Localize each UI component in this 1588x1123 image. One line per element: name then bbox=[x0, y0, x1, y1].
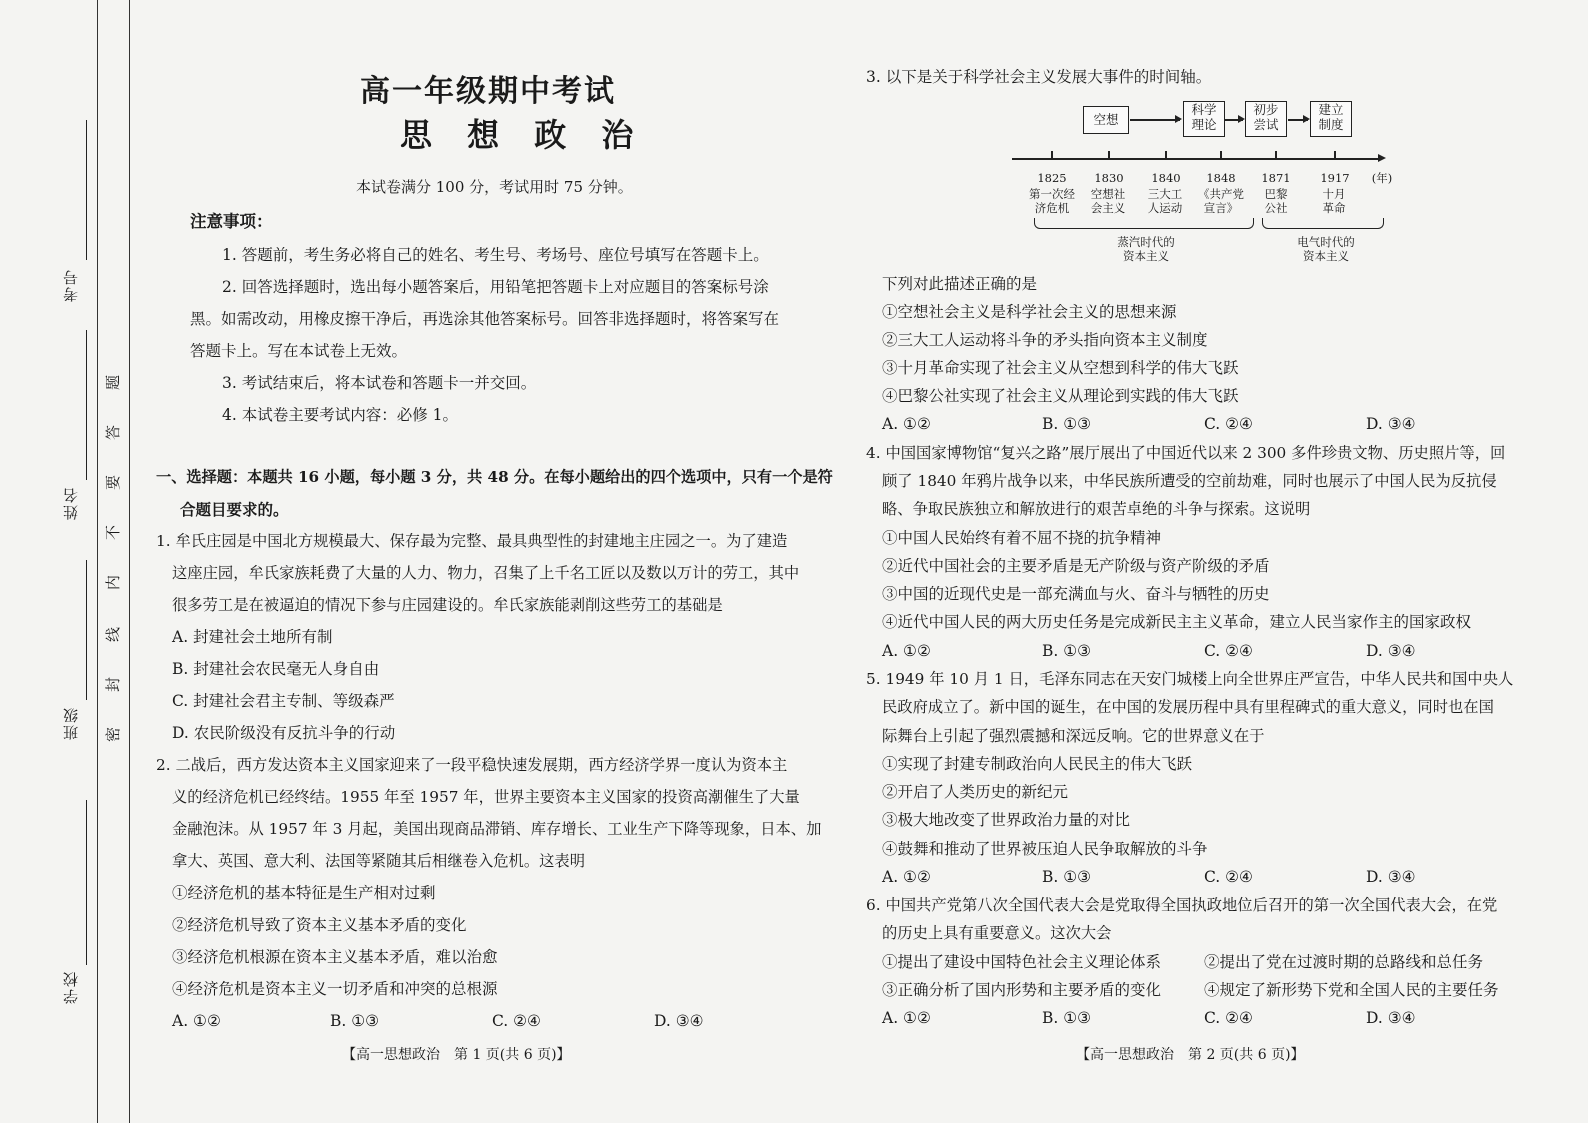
tl-year: 1848 bbox=[1206, 171, 1236, 185]
tl-tick bbox=[1108, 151, 1110, 159]
q2-item: ①经济危机的基本特征是生产相对过剩 bbox=[172, 884, 436, 902]
score-info: 本试卷满分 100 分，考试用时 75 分钟。 bbox=[356, 178, 633, 196]
q4-stem: 略、争取民族独立和解放进行的艰苦卓绝的斗争与探索。这说明 bbox=[882, 500, 1311, 518]
q4-stem: 顾了 1840 年鸦片战争以来，中华民族所遭受的空前劫难，同时也展示了中国人民为反抗侵 bbox=[882, 472, 1497, 490]
q3-item: ④巴黎公社实现了社会主义从理论到实践的伟大飞跃 bbox=[882, 387, 1239, 405]
tl-event: 《共产党 宣言》 bbox=[1198, 187, 1244, 215]
seal-char: 密 bbox=[104, 726, 123, 743]
name-blank bbox=[86, 330, 87, 480]
exam-no-blank bbox=[86, 120, 87, 260]
q4-item: ②近代中国社会的主要矛盾是无产阶级与资产阶级的矛盾 bbox=[882, 557, 1270, 575]
name-label: 姓名 bbox=[62, 486, 80, 520]
section-heading: 一、选择题：本题共 16 小题，每小题 3 分，共 48 分。在每小题给出的四个选项中，只有一个是符 bbox=[156, 468, 833, 486]
q3-stem: 3. 以下是关于科学社会主义发展大事件的时间轴。 bbox=[866, 68, 1212, 86]
q6-choice-b[interactable]: B. ①③ bbox=[1042, 1009, 1092, 1027]
q1-option-d[interactable]: D. 农民阶级没有反抗斗争的行动 bbox=[172, 724, 396, 742]
q4-choice-d[interactable]: D. ③④ bbox=[1366, 642, 1416, 660]
q5-stem: 民政府成立了。新中国的诞生，在中国的发展历程中具有里程碑式的重大意义，同时也在国 bbox=[882, 698, 1494, 716]
q5-choice-b[interactable]: B. ①③ bbox=[1042, 868, 1092, 886]
q5-item: ③极大地改变了世界政治力量的对比 bbox=[882, 811, 1131, 829]
tl-tick bbox=[1051, 151, 1053, 159]
q2-choice-d[interactable]: D. ③④ bbox=[654, 1012, 704, 1030]
seal-char: 要 bbox=[104, 474, 123, 491]
tl-tick bbox=[1220, 151, 1222, 159]
q5-choice-d[interactable]: D. ③④ bbox=[1366, 868, 1416, 886]
q2-item: ②经济危机导致了资本主义基本矛盾的变化 bbox=[172, 916, 467, 934]
seal-char: 题 bbox=[104, 374, 123, 391]
q1-stem: 很多劳工是在被逼迫的情况下参与庄园建设的。牟氏家族能剥削这些劳工的基础是 bbox=[172, 596, 723, 614]
tl-year-unit: (年) bbox=[1371, 171, 1393, 185]
tl-event: 巴黎 公社 bbox=[1264, 187, 1288, 215]
q3-item: ①空想社会主义是科学社会主义的思想来源 bbox=[882, 303, 1177, 321]
seal-char: 不 bbox=[104, 524, 123, 541]
tl-event: 空想社 会主义 bbox=[1090, 187, 1126, 215]
q2-choice-a[interactable]: A. ①② bbox=[172, 1012, 221, 1030]
q6-stem: 6. 中国共产党第八次全国代表大会是党取得全国执政地位后召开的第一次全国代表大会，在党 bbox=[866, 896, 1498, 914]
q2-stem: 拿大、英国、意大利、法国等紧随其后相继卷入危机。这表明 bbox=[172, 852, 586, 870]
exam-title: 高一年级期中考试 bbox=[360, 74, 616, 109]
subject-title: 思 想 政 治 bbox=[400, 116, 646, 154]
tl-axis bbox=[1012, 158, 1382, 160]
seal-char: 内 bbox=[104, 574, 123, 591]
tl-period: 电气时代的 资本主义 bbox=[1297, 235, 1355, 263]
notice-title: 注意事项： bbox=[190, 212, 273, 231]
q6-choice-d[interactable]: D. ③④ bbox=[1366, 1009, 1416, 1027]
tl-event: 十月 革命 bbox=[1322, 187, 1346, 215]
q5-item: ②开启了人类历史的新纪元 bbox=[882, 783, 1069, 801]
tl-event: 三大工 人运动 bbox=[1147, 187, 1183, 215]
q4-stem: 4. 中国国家博物馆“复兴之路”展厅展出了中国近代以来 2 300 多件珍贵文物、历史照片等，回 bbox=[866, 444, 1506, 462]
notice-line: 1. 答题前，考生务必将自己的姓名、考生号、考场号、座位号填写在答题卡上。 bbox=[222, 246, 769, 264]
q2-choice-c[interactable]: C. ②④ bbox=[492, 1012, 541, 1030]
q3-choice-d[interactable]: D. ③④ bbox=[1366, 415, 1416, 433]
exam-no-label: 考号 bbox=[62, 268, 80, 302]
q6-item: ①提出了建设中国特色社会主义理论体系 bbox=[882, 953, 1162, 971]
q2-stem: 义的经济危机已经终结。1955 年至 1957 年，世界主要资本主义国家的投资高潮催生了大量 bbox=[172, 788, 800, 806]
q1-option-a[interactable]: A. 封建社会土地所有制 bbox=[172, 628, 333, 646]
q2-stem: 2. 二战后，西方发达资本主义国家迎来了一段平稳快速发展期，西方经济学界一度认为资本主 bbox=[156, 756, 788, 774]
binding-line-inner bbox=[129, 0, 130, 1123]
q4-item: ④近代中国人民的两大历史任务是完成新民主主义革命，建立人民当家作主的国家政权 bbox=[882, 613, 1472, 631]
q1-stem: 这座庄园，牟氏家族耗费了大量的人力、物力，召集了上千名工匠以及数以万计的劳工，其中 bbox=[172, 564, 800, 582]
tl-year: 1871 bbox=[1261, 171, 1291, 185]
q1-option-c[interactable]: C. 封建社会君主专制、等级森严 bbox=[172, 692, 395, 710]
q5-item: ④鼓舞和推动了世界被压迫人民争取解放的斗争 bbox=[882, 840, 1208, 858]
seal-char: 封 bbox=[104, 676, 123, 693]
seal-char: 答 bbox=[104, 424, 123, 441]
q3-question: 下列对此描述正确的是 bbox=[882, 275, 1038, 293]
q2-item: ④经济危机是资本主义一切矛盾和冲突的总根源 bbox=[172, 980, 498, 998]
q5-choice-a[interactable]: A. ①② bbox=[882, 868, 931, 886]
school-label: 学校 bbox=[62, 970, 80, 1004]
q5-item: ①实现了封建专制政治向人民民主的伟大飞跃 bbox=[882, 755, 1193, 773]
tl-year: 1825 bbox=[1037, 171, 1067, 185]
tl-arrow bbox=[1288, 119, 1308, 121]
q4-choice-a[interactable]: A. ①② bbox=[882, 642, 931, 660]
section-heading-cont: 合题目要求的。 bbox=[180, 500, 289, 519]
tl-brace-steam bbox=[1034, 218, 1254, 229]
q3-choice-c[interactable]: C. ②④ bbox=[1204, 415, 1253, 433]
q4-choice-b[interactable]: B. ①③ bbox=[1042, 642, 1092, 660]
tl-year: 1840 bbox=[1151, 171, 1181, 185]
seal-char: 线 bbox=[104, 626, 123, 643]
tl-box-practice: 初步 尝试 bbox=[1245, 101, 1287, 137]
q4-item: ③中国的近现代史是一部充满血与火、奋斗与牺牲的历史 bbox=[882, 585, 1270, 603]
tl-event: 第一次经 济危机 bbox=[1029, 187, 1075, 215]
q4-item: ①中国人民始终有着不屈不挠的抗争精神 bbox=[882, 529, 1162, 547]
tl-box-system: 建立 制度 bbox=[1310, 101, 1352, 137]
q6-stem: 的历史上具有重要意义。这次大会 bbox=[882, 924, 1112, 942]
tl-arrow bbox=[1225, 119, 1243, 121]
q1-stem: 1. 牟氏庄园是中国北方规模最大、保存最为完整、最具典型性的封建地主庄园之一。为了建造 bbox=[156, 532, 788, 550]
notice-line: 4. 本试卷主要考试内容：必修 1。 bbox=[222, 406, 459, 424]
tl-axis-arrow bbox=[1378, 154, 1386, 162]
q2-stem: 金融泡沫。从 1957 年 3 月起，美国出现商品滞销、库存增长、工业生产下降等现象，日本、加 bbox=[172, 820, 822, 838]
q6-choice-a[interactable]: A. ①② bbox=[882, 1009, 931, 1027]
notice-line: 黑。如需改动，用橡皮擦干净后，再选涂其他答案标号。回答非选择题时，将答案写在 bbox=[190, 310, 780, 328]
tl-year: 1917 bbox=[1320, 171, 1350, 185]
tl-box-utopia: 空想 bbox=[1083, 106, 1129, 134]
q3-item: ②三大工人运动将斗争的矛头指向资本主义制度 bbox=[882, 331, 1208, 349]
q6-choice-c[interactable]: C. ②④ bbox=[1204, 1009, 1253, 1027]
tl-box-science: 科学 理论 bbox=[1183, 101, 1225, 137]
tl-tick bbox=[1165, 151, 1167, 159]
q2-item: ③经济危机根源在资本主义基本矛盾，难以治愈 bbox=[172, 948, 498, 966]
notice-line: 3. 考试结束后，将本试卷和答题卡一并交回。 bbox=[222, 374, 537, 392]
q5-stem: 5. 1949 年 10 月 1 日，毛泽东同志在天安门城楼上向全世界庄严宣告，中华人民共和国中央人 bbox=[866, 670, 1514, 688]
tl-tick bbox=[1334, 151, 1336, 159]
q3-choice-a[interactable]: A. ①② bbox=[882, 415, 931, 433]
q1-option-b[interactable]: B. 封建社会农民毫无人身自由 bbox=[172, 660, 380, 678]
q6-item: ④规定了新形势下党和全国人民的主要任务 bbox=[1204, 981, 1499, 999]
tl-year: 1830 bbox=[1094, 171, 1124, 185]
tl-brace-electric bbox=[1262, 218, 1384, 229]
q3-choice-b[interactable]: B. ①③ bbox=[1042, 415, 1092, 433]
q5-stem: 际舞台上引起了强烈震撼和深远反响。它的世界意义在于 bbox=[882, 727, 1265, 745]
q3-item: ③十月革命实现了社会主义从空想到科学的伟大飞跃 bbox=[882, 359, 1239, 377]
footer-page-1: 【高一思想政治 第 1 页(共 6 页)】 bbox=[342, 1047, 571, 1063]
q6-item: ②提出了党在过渡时期的总路线和总任务 bbox=[1204, 953, 1484, 971]
tl-arrow bbox=[1130, 119, 1180, 121]
q4-choice-c[interactable]: C. ②④ bbox=[1204, 642, 1253, 660]
tl-tick bbox=[1275, 151, 1277, 159]
class-label: 班级 bbox=[62, 706, 80, 740]
notice-line: 2. 回答选择题时，选出每小题答案后，用铅笔把答题卡上对应题目的答案标号涂 bbox=[222, 278, 769, 296]
tl-period: 蒸汽时代的 资本主义 bbox=[1117, 235, 1175, 263]
school-blank bbox=[86, 800, 87, 965]
q2-choice-b[interactable]: B. ①③ bbox=[330, 1012, 380, 1030]
binding-line-outer bbox=[97, 0, 98, 1123]
q5-choice-c[interactable]: C. ②④ bbox=[1204, 868, 1253, 886]
footer-page-2: 【高一思想政治 第 2 页(共 6 页)】 bbox=[1076, 1047, 1305, 1063]
class-blank bbox=[86, 560, 87, 700]
q6-item: ③正确分析了国内形势和主要矛盾的变化 bbox=[882, 981, 1162, 999]
notice-line: 答题卡上。写在本试卷上无效。 bbox=[190, 342, 408, 360]
